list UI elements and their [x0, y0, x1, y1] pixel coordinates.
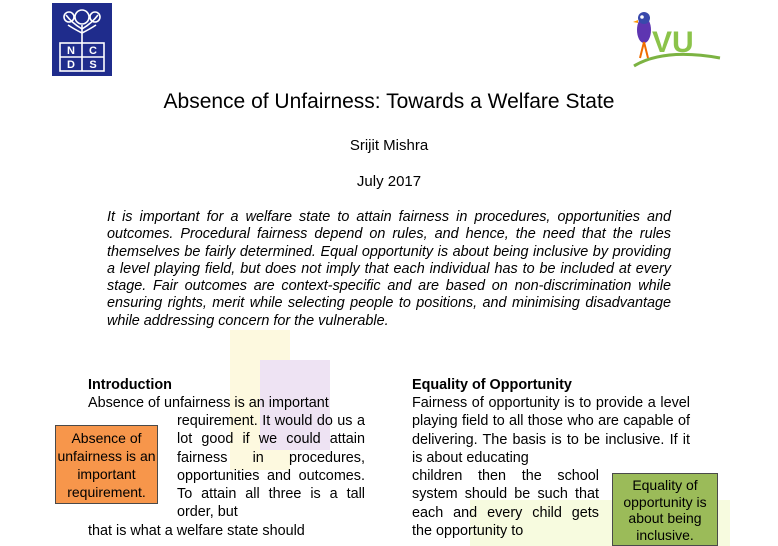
logo-letter-n: N [67, 44, 75, 57]
logo-letter-c: C [89, 44, 97, 57]
introduction-first-line: Absence of unfairness is an important [88, 395, 329, 411]
paper-author: Srijit Mishra [349, 137, 429, 154]
vu-logo [624, 8, 726, 70]
ncds-logo [52, 3, 112, 76]
abstract: It is important for a welfare state to attain fairness in procedures, opportunities and outcomes. Procedural fairness depend on rules, and hence, the need that the rules themselves be fairly determined. Equal opportunity is about being inclusive by providing a level playing field, but does not imply that each individual has to be included at every stage. Fair outcomes are context-specific and are based on non-discrimination while ensuring rights, merit while selecting people to positions, and minimising disadvantage while addressing concern for the vulnerable. [107, 209, 671, 329]
equality-wrapped-text: children then the school system should be such that each and every child gets the opportunity to [412, 468, 599, 539]
callout-unfairness: Absence of unfairness is an important requirement. [55, 425, 158, 504]
logo-letter-s: S [89, 58, 97, 71]
equality-top-text: Fairness of opportunity is to provide a level playing field to all those who are capable of delivering. The basis is to be inclusive. If it is about educating [412, 395, 690, 466]
ncds-tree-emblem-icon [54, 5, 110, 75]
vu-logo-text: VU [652, 26, 694, 59]
section-heading-equality: Equality of Opportunity [412, 377, 572, 393]
section-heading-introduction: Introduction [88, 377, 172, 393]
paper-date: July 2017 [356, 173, 422, 190]
callout-equality: Equality of opportunity is about being inclusive. [612, 473, 718, 546]
logo-letter-d: D [67, 58, 75, 71]
paper-title: Absence of Unfairness: Towards a Welfare State [163, 90, 615, 113]
introduction-wrapped-text: requirement. It would do us a lot good if we could attain fairness in procedures, opportunities and outcomes. To attain all three is a tall order, but [177, 413, 365, 521]
introduction-bottom-text: that is what a welfare state should [88, 523, 305, 539]
